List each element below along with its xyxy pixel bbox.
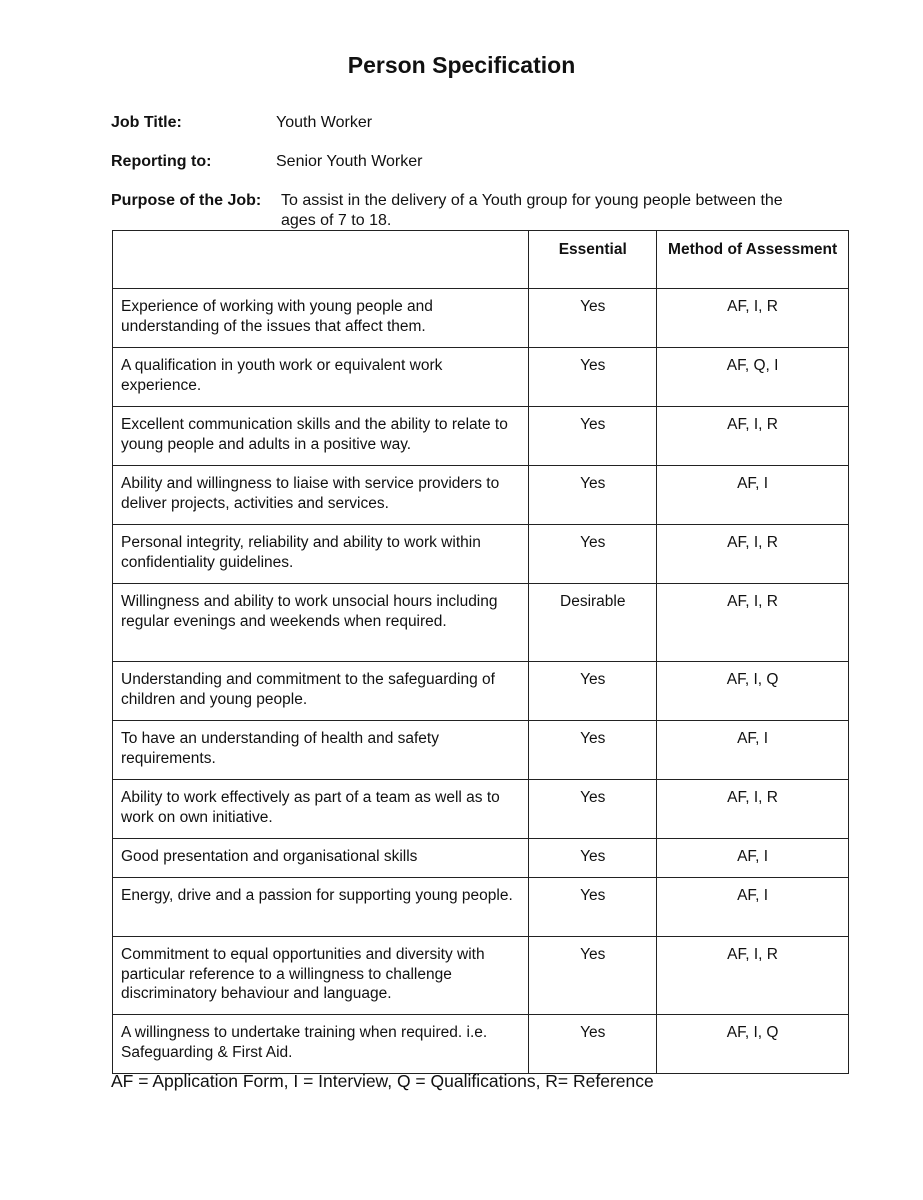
method-cell: AF, I, Q (657, 1015, 849, 1074)
criterion-cell: Excellent communication skills and the ability to relate to young people and adults in a positive way. (113, 407, 529, 466)
column-header-method: Method of Assessment (657, 231, 849, 289)
reporting-to-value: Senior Youth Worker (276, 153, 423, 170)
table-row (113, 839, 849, 878)
method-cell: AF, I, R (657, 525, 849, 584)
method-cell: AF, Q, I (657, 348, 849, 407)
method-cell: AF, I (657, 721, 849, 780)
criterion-cell: Ability to work effectively as part of a team as well as to work on own initiative. (113, 780, 529, 839)
essential-cell: Yes (529, 662, 657, 721)
essential-cell: Desirable (529, 584, 657, 662)
criterion-cell: Energy, drive and a passion for supporting young people. (113, 878, 529, 937)
reporting-to-label: Reporting to: (111, 153, 212, 170)
criterion-cell: Good presentation and organisational skills (113, 839, 529, 878)
criterion-cell: Experience of working with young people and understanding of the issues that affect them. (113, 289, 529, 348)
criterion-cell: A willingness to undertake training when required. i.e. Safeguarding & First Aid. (113, 1015, 529, 1074)
method-cell: AF, I, R (657, 937, 849, 1015)
criterion-cell: Willingness and ability to work unsocial hours including regular evenings and weekends when required. (113, 584, 529, 662)
essential-cell: Yes (529, 289, 657, 348)
table-header-row (113, 231, 849, 289)
table-row (113, 721, 849, 780)
column-header-criterion (113, 231, 529, 289)
page-title: Person Specification (347, 52, 576, 78)
table-row (113, 1015, 849, 1074)
method-cell: AF, I (657, 839, 849, 878)
essential-cell: Yes (529, 721, 657, 780)
table-row (113, 525, 849, 584)
method-cell: AF, I, R (657, 584, 849, 662)
assessment-key: AF = Application Form, I = Interview, Q = Qualifications, R= Reference (111, 1071, 654, 1091)
criterion-cell: Ability and willingness to liaise with service providers to deliver projects, activities and services. (113, 466, 529, 525)
job-title-value: Youth Worker (276, 114, 373, 131)
essential-cell: Yes (529, 525, 657, 584)
essential-cell: Yes (529, 780, 657, 839)
table-row (113, 289, 849, 348)
method-cell: AF, I, R (657, 780, 849, 839)
table-row (113, 878, 849, 937)
method-cell: AF, I, R (657, 289, 849, 348)
essential-cell: Yes (529, 878, 657, 937)
essential-cell: Yes (529, 937, 657, 1015)
essential-cell: Yes (529, 407, 657, 466)
column-header-essential: Essential (529, 231, 657, 289)
criterion-cell: Personal integrity, reliability and ability to work within confidentiality guidelines. (113, 525, 529, 584)
table-row (113, 466, 849, 525)
purpose-label: Purpose of the Job: (111, 192, 262, 209)
method-cell: AF, I, Q (657, 662, 849, 721)
table-row (113, 937, 849, 1015)
criterion-cell: Commitment to equal opportunities and diversity with particular reference to a willingness to challenge discriminatory behaviour and language. (113, 937, 529, 1015)
essential-cell: Yes (529, 348, 657, 407)
table-row (113, 662, 849, 721)
table-row (113, 584, 849, 662)
person-spec-table (112, 230, 849, 1074)
essential-cell: Yes (529, 839, 657, 878)
criterion-cell: Understanding and commitment to the safeguarding of children and young people. (113, 662, 529, 721)
method-cell: AF, I (657, 466, 849, 525)
criterion-cell: To have an understanding of health and safety requirements. (113, 721, 529, 780)
essential-cell: Yes (529, 1015, 657, 1074)
table-row (113, 348, 849, 407)
method-cell: AF, I, R (657, 407, 849, 466)
table-row (113, 407, 849, 466)
essential-cell: Yes (529, 466, 657, 525)
purpose-value: To assist in the delivery of a Youth group for young people between the ages of 7 to 18. (281, 192, 783, 229)
job-title-label: Job Title: (111, 114, 182, 131)
table-row (113, 780, 849, 839)
method-cell: AF, I (657, 878, 849, 937)
criterion-cell: A qualification in youth work or equivalent work experience. (113, 348, 529, 407)
